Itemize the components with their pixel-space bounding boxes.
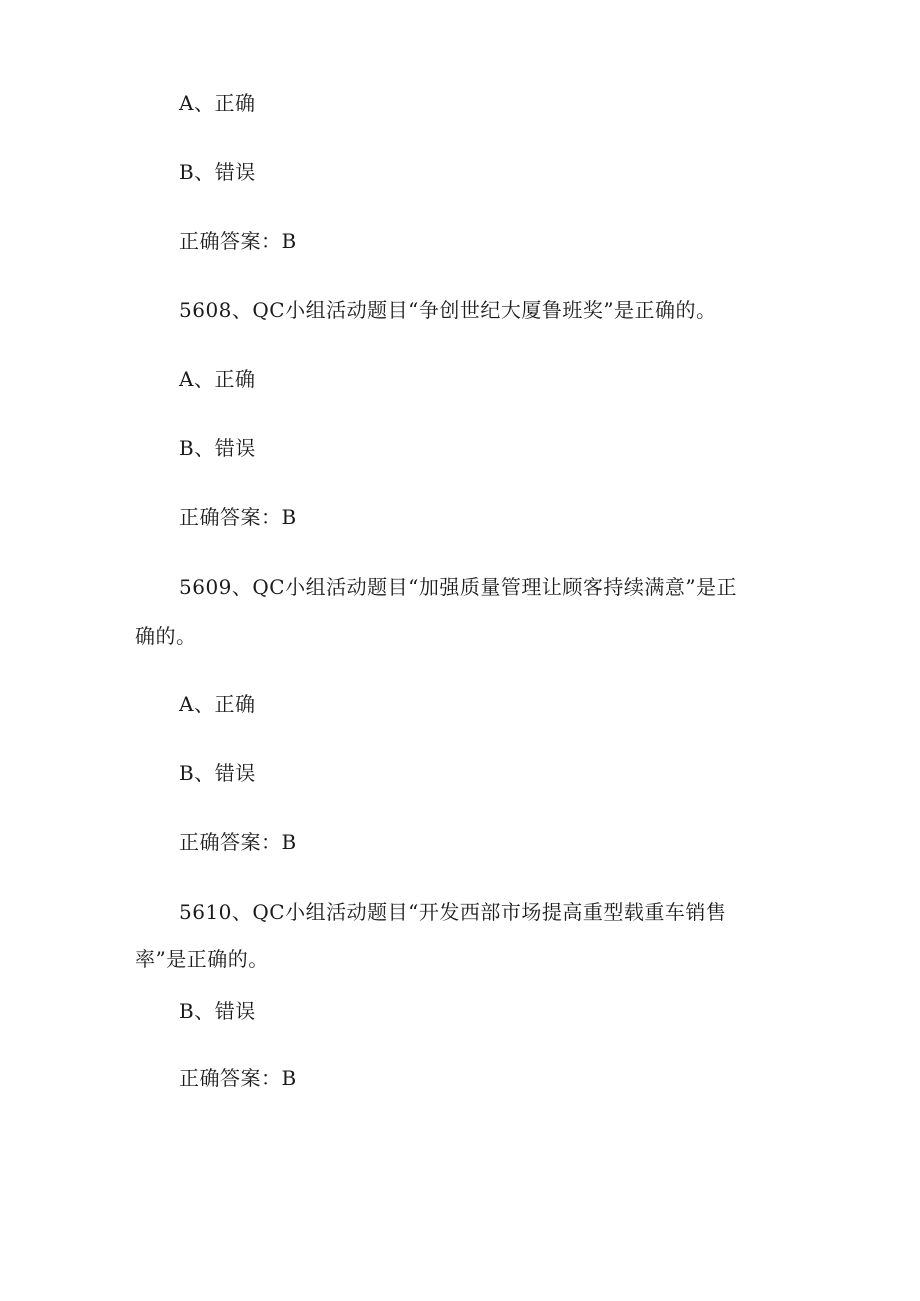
question-5610-line2: 率”是正确的。: [135, 947, 269, 971]
option-a: A、正确: [179, 367, 256, 391]
answer-line: 正确答案：B: [179, 830, 297, 854]
question-5609-line1: 5609、QC小组活动题目“加强质量管理让顾客持续满意”是正: [179, 575, 738, 599]
question-5608: 5608、QC小组活动题目“争创世纪大厦鲁班奖”是正确的。: [179, 298, 717, 322]
option-b: B、错误: [179, 160, 256, 184]
answer-line: 正确答案：B: [179, 1066, 297, 1090]
question-5609-line2: 确的。: [135, 624, 197, 648]
option-b: B、错误: [179, 761, 256, 785]
answer-line: 正确答案：B: [179, 229, 297, 253]
option-a: A、正确: [179, 692, 256, 716]
question-5610-line1: 5610、QC小组活动题目“开发西部市场提高重型载重车销售: [179, 900, 727, 924]
option-b: B、错误: [179, 999, 256, 1023]
option-a: A、正确: [179, 91, 256, 115]
answer-line: 正确答案：B: [179, 505, 297, 529]
option-b: B、错误: [179, 436, 256, 460]
